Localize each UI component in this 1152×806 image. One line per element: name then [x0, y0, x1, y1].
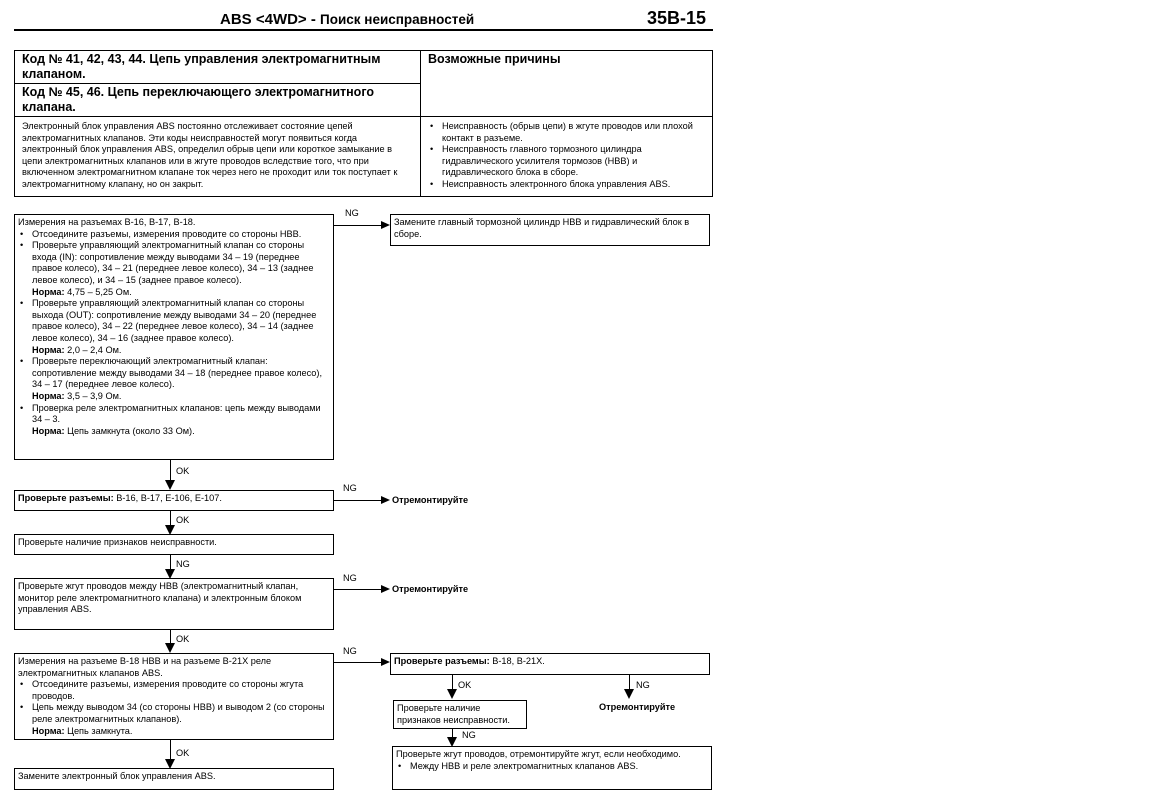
step5-ng-box	[390, 653, 710, 675]
norm-line	[32, 391, 330, 403]
final-step-box: Замените электронный блок управления ABS.	[14, 768, 334, 790]
step2-box	[14, 490, 334, 511]
header-title-main: ABS <4WD> -	[220, 11, 321, 28]
norm-label: Норма:	[32, 425, 65, 436]
step1-item	[32, 356, 330, 402]
step1-item	[32, 403, 330, 438]
step1-item: • Отсоедините разъемы, измерения проводите со стороны НВВ.	[32, 229, 330, 241]
step2-bold: Проверьте разъемы:	[18, 493, 114, 503]
ok-label: OK	[176, 634, 190, 644]
step1-ng-box: Замените главный тормозной цилиндр НВВ и гидравлический блок в сборе.	[390, 214, 710, 246]
step5-item-text: Цепь между выводом 34 (со стороны НВВ) и выводом 2 (со стороны реле электромагнитных клапанов).	[32, 702, 325, 724]
step4-box: Проверьте жгут проводов между НВВ (электромагнитный клапан, монитор реле электромагнитного клапана) и электронным блоком управления ABS.	[14, 578, 334, 630]
causes-cell	[420, 116, 713, 197]
connector-line	[334, 589, 382, 590]
ok-label: OK	[176, 466, 190, 476]
norm-value: 2,0 – 2,4 Ом.	[67, 344, 122, 355]
repair-label: Отремонтируйте	[392, 495, 469, 505]
norm-label: Норма:	[32, 725, 65, 736]
header-title-sub: Поиск неисправностей	[320, 12, 475, 27]
norm-line	[32, 426, 330, 438]
ok-label: OK	[458, 680, 472, 690]
causes-header-cell	[420, 50, 713, 117]
norm-value: 4,75 – 5,25 Ом.	[67, 286, 132, 297]
header-title	[220, 11, 474, 29]
step5-box	[14, 653, 334, 740]
norm-line	[32, 287, 330, 299]
ok-label: OK	[176, 515, 190, 525]
connector-line	[334, 662, 382, 663]
step5-ng-bold: Проверьте разъемы:	[394, 656, 490, 666]
step1-title: Измерения на разъемах В-16, В-17, В-18.	[18, 217, 196, 227]
ok-label: OK	[176, 748, 190, 758]
norm-label: Норма:	[32, 286, 65, 297]
description-text: Электронный блок управления ABS постоянно отслеживает состояние цепей электромагнитных клапанов. Эти коды неисправностей могут появиться когда электронный блок управления ABS, определил обрыв цепи или короткое замыкание в цепи электромагнитных клапанов или в жгуте проводов вследствие того, что при включенном электромагнитном клапане ток через него не проходит или ток поступает к электромагнитному клапану, но он закрыт.	[22, 121, 398, 189]
header-rule	[14, 29, 713, 31]
cause-item: • Неисправность (обрыв цепи) в жгуте проводов или плохой контакт в разъеме.	[442, 121, 705, 144]
step5-item	[32, 702, 330, 737]
ng-label: NG	[636, 680, 650, 690]
step5-title: Измерения на разъеме В-18 НВВ и на разъеме В-21X реле электромагнитных клапанов ABS.	[18, 656, 272, 678]
arrow-down-icon	[447, 689, 457, 699]
step1-box	[14, 214, 334, 460]
arrow-right-icon	[381, 496, 390, 504]
norm-value: Цепь замкнута.	[67, 725, 133, 736]
arrow-right-icon	[381, 221, 390, 229]
causes-header: Возможные причины	[428, 52, 561, 66]
cause-item: • Неисправность электронного блока управления ABS.	[442, 179, 705, 191]
ng-label: NG	[176, 559, 190, 569]
arrow-down-icon	[165, 643, 175, 653]
cause-item: • Неисправность главного тормозного цилиндра гидравлического усилителя тормозов (НВВ) и гидравлического блока в сборе.	[442, 144, 705, 179]
ng-label: NG	[345, 208, 359, 218]
ng-label: NG	[343, 646, 357, 656]
step7-item: • Между НВВ и реле электромагнитных клапанов ABS.	[410, 761, 708, 773]
norm-line	[32, 345, 330, 357]
step3-box: Проверьте наличие признаков неисправности.	[14, 534, 334, 555]
code-45-46-cell	[14, 83, 421, 117]
connector-line	[334, 500, 382, 501]
connector-line	[170, 460, 171, 482]
repair-label: Отремонтируйте	[599, 702, 676, 712]
step5-item: • Отсоедините разъемы, измерения проводите со стороны жгута проводов.	[32, 679, 330, 702]
step1-item-text: Проверка реле электромагнитных клапанов: цепь между выводами 34 – 3.	[32, 402, 321, 425]
norm-value: Цепь замкнута (около 33 Ом).	[67, 425, 195, 436]
step1-list	[18, 229, 330, 438]
arrow-down-icon	[624, 689, 634, 699]
description-cell	[14, 116, 421, 197]
arrow-right-icon	[381, 658, 390, 666]
repair-label: Отремонтируйте	[392, 584, 469, 594]
step1-item-text: Проверьте управляющий электромагнитный клапан со стороны входа (IN): сопротивление между выводами 34 – 19 (переднее правое колесо), 34 – 21 (переднее левое колесо), 34 – 13 (заднее левое колесо), и 34 – 15 (заднее правое колесо).	[32, 240, 314, 285]
ng-label: NG	[343, 483, 357, 493]
arrow-down-icon	[165, 480, 175, 490]
norm-label: Норма:	[32, 390, 65, 401]
step5-list	[18, 679, 330, 737]
norm-value: 3,5 – 3,9 Ом.	[67, 390, 122, 401]
step1-item	[32, 240, 330, 298]
step1-item	[32, 298, 330, 356]
step2-text: В-16, В-17, Е-106, Е-107.	[113, 493, 222, 503]
step6-box: Проверьте наличие признаков неисправности.	[393, 700, 527, 729]
ng-label: NG	[343, 573, 357, 583]
connector-line	[334, 225, 382, 226]
step1-item-text: Проверьте управляющий электромагнитный клапан со стороны выхода (OUT): сопротивление между выводами 34 – 20 (переднее правое колесо), 34 – 22 (переднее левое колесо), 34 – 14 (заднее левое колесо), 34 – 16 (заднее правое колесо).	[32, 298, 317, 343]
norm-label: Норма:	[32, 344, 65, 355]
step7-title: Проверьте жгут проводов, отремонтируйте жгут, если необходимо.	[396, 749, 681, 759]
ng-label: NG	[462, 730, 476, 740]
step7-list	[396, 761, 708, 773]
code-45-46-text: Код № 45, 46. Цепь переключающего электромагнитного клапана.	[22, 85, 374, 114]
arrow-right-icon	[381, 585, 390, 593]
step1-item-text: Проверьте переключающий электромагнитный клапан: сопротивление между выводами 34 – 18 (переднее правое колесо), 34 – 17 (переднее левое колесо).	[32, 356, 323, 390]
causes-list	[428, 121, 705, 191]
step7-box	[392, 746, 712, 790]
norm-line	[32, 726, 330, 738]
page-header	[14, 8, 714, 30]
page-number: 35B-15	[646, 8, 706, 28]
code-41-44-text: Код № 41, 42, 43, 44. Цепь управления электромагнитным клапаном.	[22, 52, 381, 81]
step5-ng-text: В-18, В-21X.	[489, 656, 545, 666]
code-41-44-cell	[14, 50, 421, 84]
